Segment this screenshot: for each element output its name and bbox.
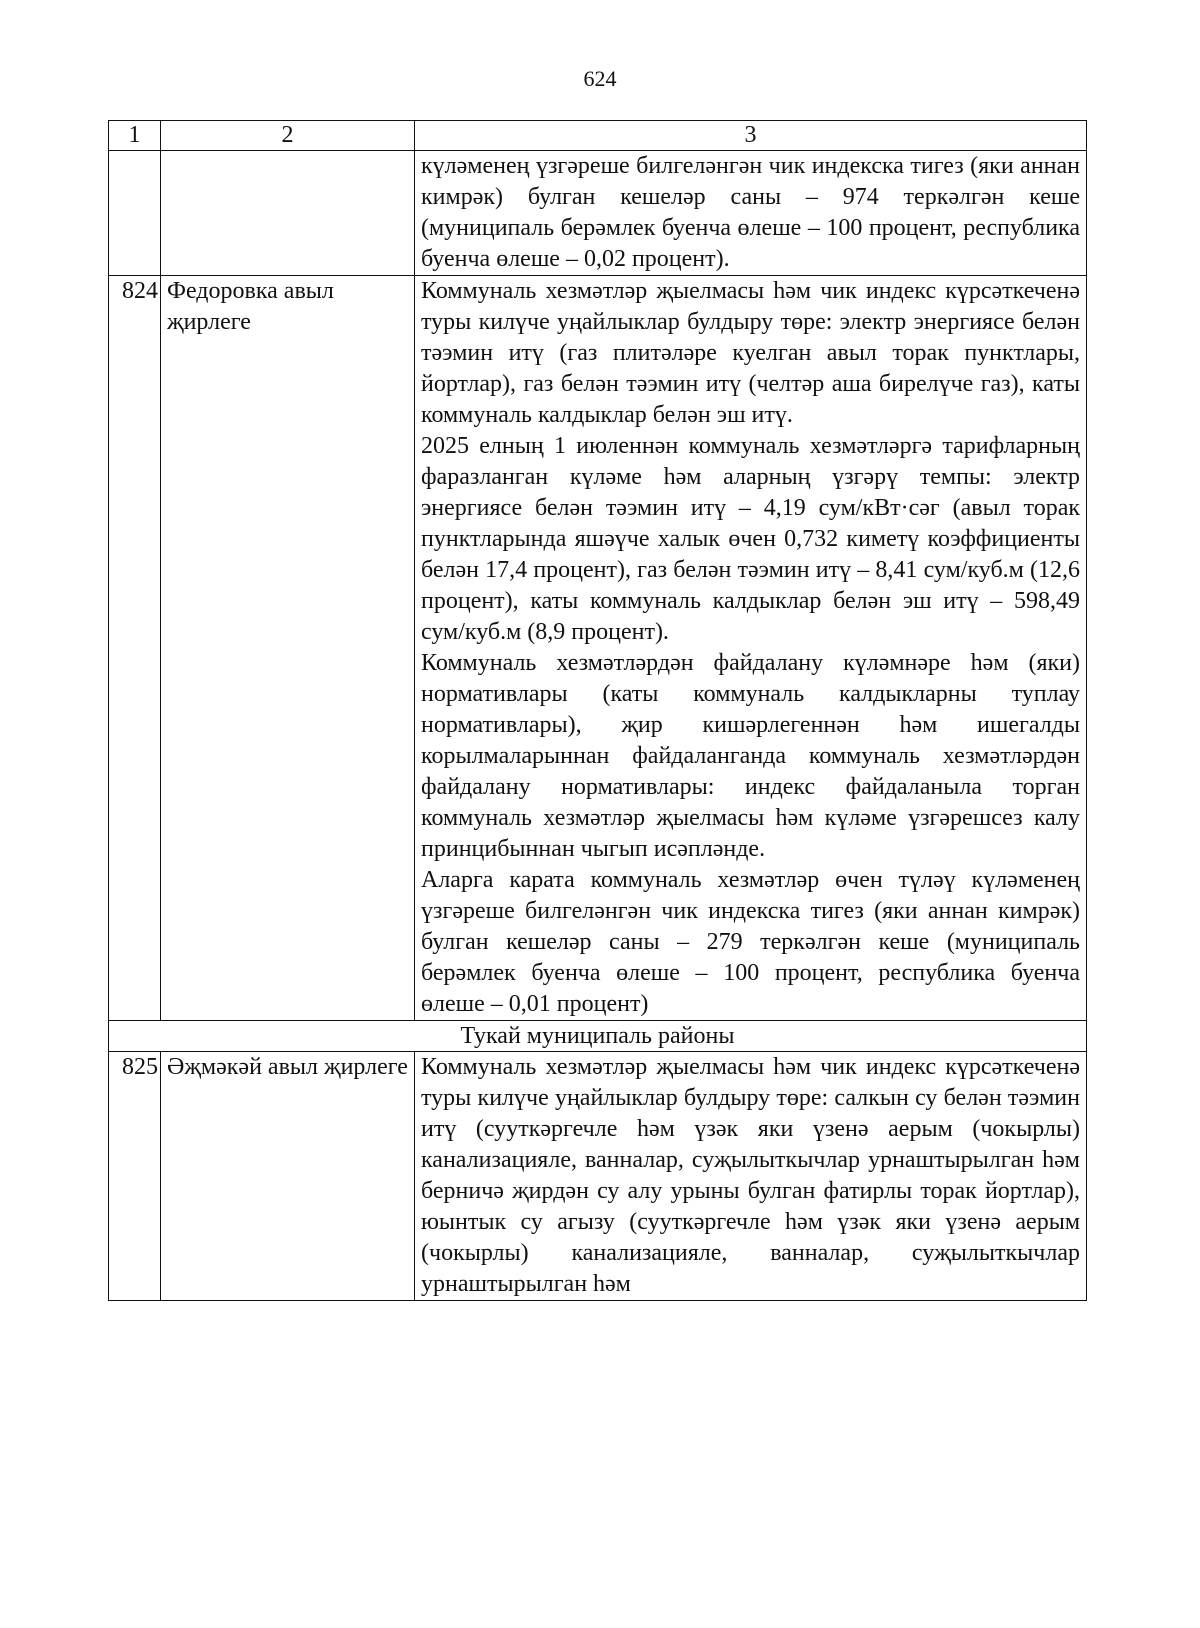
description-paragraph: 2025 елның 1 июленнән коммуналь хезмәтләргә тарифларның фаразланган күләме һәм аларның үзгәрү темпы: электр энергиясе белән тәэмин итү – 4,19 сум/кВт·сәг (авыл торак пунктларында яшәүче халык өчен 0,732 киметү коэффициенты белән 17,4 процент), газ белән тәэмин итү – 8,41 сум/куб.м (12,6 процент), каты коммуналь калдыклар белән эш итү – 598,49 сум/куб.м (8,9 процент). xyxy=(421,433,1080,645)
table-row xyxy=(109,276,1087,1021)
table-header-row xyxy=(109,121,1087,151)
row-number: 824 xyxy=(109,276,161,1021)
page-number: 624 xyxy=(583,66,617,91)
header-cell-2: 2 xyxy=(161,121,415,151)
description-cell xyxy=(415,151,1087,276)
description-paragraph: Аларга карата коммуналь хезмәтләр өчен түләү күләменең үзгәреше билгеләнгән чик индекска тигез (яки аннан кимрәк) булган кешеләр саны – 279 теркәлгән кеше (муниципаль берәмлек буенча өлеше – 100 процент, республика буенча өлеше – 0,01 процент) xyxy=(421,867,1080,1017)
description-cell xyxy=(415,276,1087,1021)
table-row xyxy=(109,1052,1087,1301)
description-cell xyxy=(415,1052,1087,1301)
row-number: 825 xyxy=(109,1052,161,1301)
description-paragraph: Коммуналь хезмәтләрдән файдалану күләмнәре һәм (яки) нормативлары (каты коммуналь калдыкларны туплау нормативлары), җир кишәрлегеннән һәм ишегалды корылмаларыннан файдаланганда коммуналь хезмәтләрдән файдалану нормативлары: индекс файдаланыла торган коммуналь хезмәтләр җыелмасы һәм күләме үзгәрешсез калу принцибыннан чыгып исәпләнде. xyxy=(421,650,1080,862)
description-paragraph: күләменең үзгәреше билгеләнгән чик индекска тигез (яки аннан кимрәк) булган кешеләр саны – 974 теркәлгән кеше (муниципаль берәмлек буенча өлеше – 100 процент, республика буенча өлеше – 0,02 процент). xyxy=(421,153,1080,272)
district-row xyxy=(109,1021,1087,1052)
header-cell-3: 3 xyxy=(415,121,1087,151)
settlement-name: Әҗмәкәй авыл җирлеге xyxy=(161,1052,415,1301)
data-table xyxy=(108,120,1087,1301)
settlement-name: Федоровка авыл җирлеге xyxy=(161,276,415,1021)
settlement-name xyxy=(161,151,415,276)
header-cell-1: 1 xyxy=(109,121,161,151)
description-paragraph: Коммуналь хезмәтләр җыелмасы һәм чик индекс күрсәткеченә туры килүче уңайлыклар булдыру төре: электр энергиясе белән тәэмин итү (газ плитәләре куелган авыл торак пунктлары, йортлар), газ белән тәэмин итү (челтәр аша бирелүче газ), каты коммуналь калдыклар белән эш итү. xyxy=(421,278,1080,428)
description-paragraph: Коммуналь хезмәтләр җыелмасы һәм чик индекс күрсәткеченә туры килүче уңайлыклар булдыру төре: салкын су белән тәэмин итү (сууткәргечле һәм үзәк яки үзенә аерым (чокырлы) канализацияле, ванналар, суҗылыткычлар урнаштырылган һәм берничә җирдән су алу урыны булган фатирлы торак йортлар), юынтык су агызу (сууткәргечле һәм үзәк яки үзенә аерым (чокырлы) канализацияле, ванналар, суҗылыткычлар урнаштырылган һәм xyxy=(421,1054,1080,1297)
table-row xyxy=(109,151,1087,276)
district-heading: Тукай муниципаль районы xyxy=(109,1021,1087,1052)
row-number xyxy=(109,151,161,276)
